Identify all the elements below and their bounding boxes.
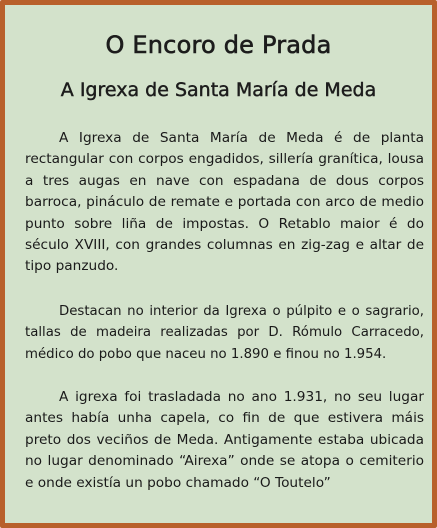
paragraph-church-description: A Igrexa de Santa María de Meda é de planta rectangular con corpos engadidos, sillería granítica, lousa a tres augas en nave con espadana de dous corpos barroca, pináculo de remate e portada con arco de medio punto sobre liña de impostas. O Retablo maior é do século XVIII, con grandes columnas en zig-zag e altar de tipo panzudo. <box>25 130 424 275</box>
section-subtitle: A Igrexa de Santa María de Meda <box>60 79 377 101</box>
paragraph-interior-highlights: Destacan no interior da Igrexa o púlpito e o sagrario, tallas de madeira realizadas por D. Rómulo Carracedo, médico do pobo que naceu no 1.890 e finou no 1.954. <box>25 304 424 362</box>
page-title: O Encoro de Prada <box>105 31 332 59</box>
paragraph-church-history: A igrexa foi trasladada no ano 1.931, no seu lugar antes había unha capela, co fin de que estivera máis preto dos veciños de Meda. Antigamente estaba ubicada no lugar denominado “Airexa” onde se atopa o cemiterio e onde existía un pobo chamado “O Toutelo” <box>25 389 424 491</box>
